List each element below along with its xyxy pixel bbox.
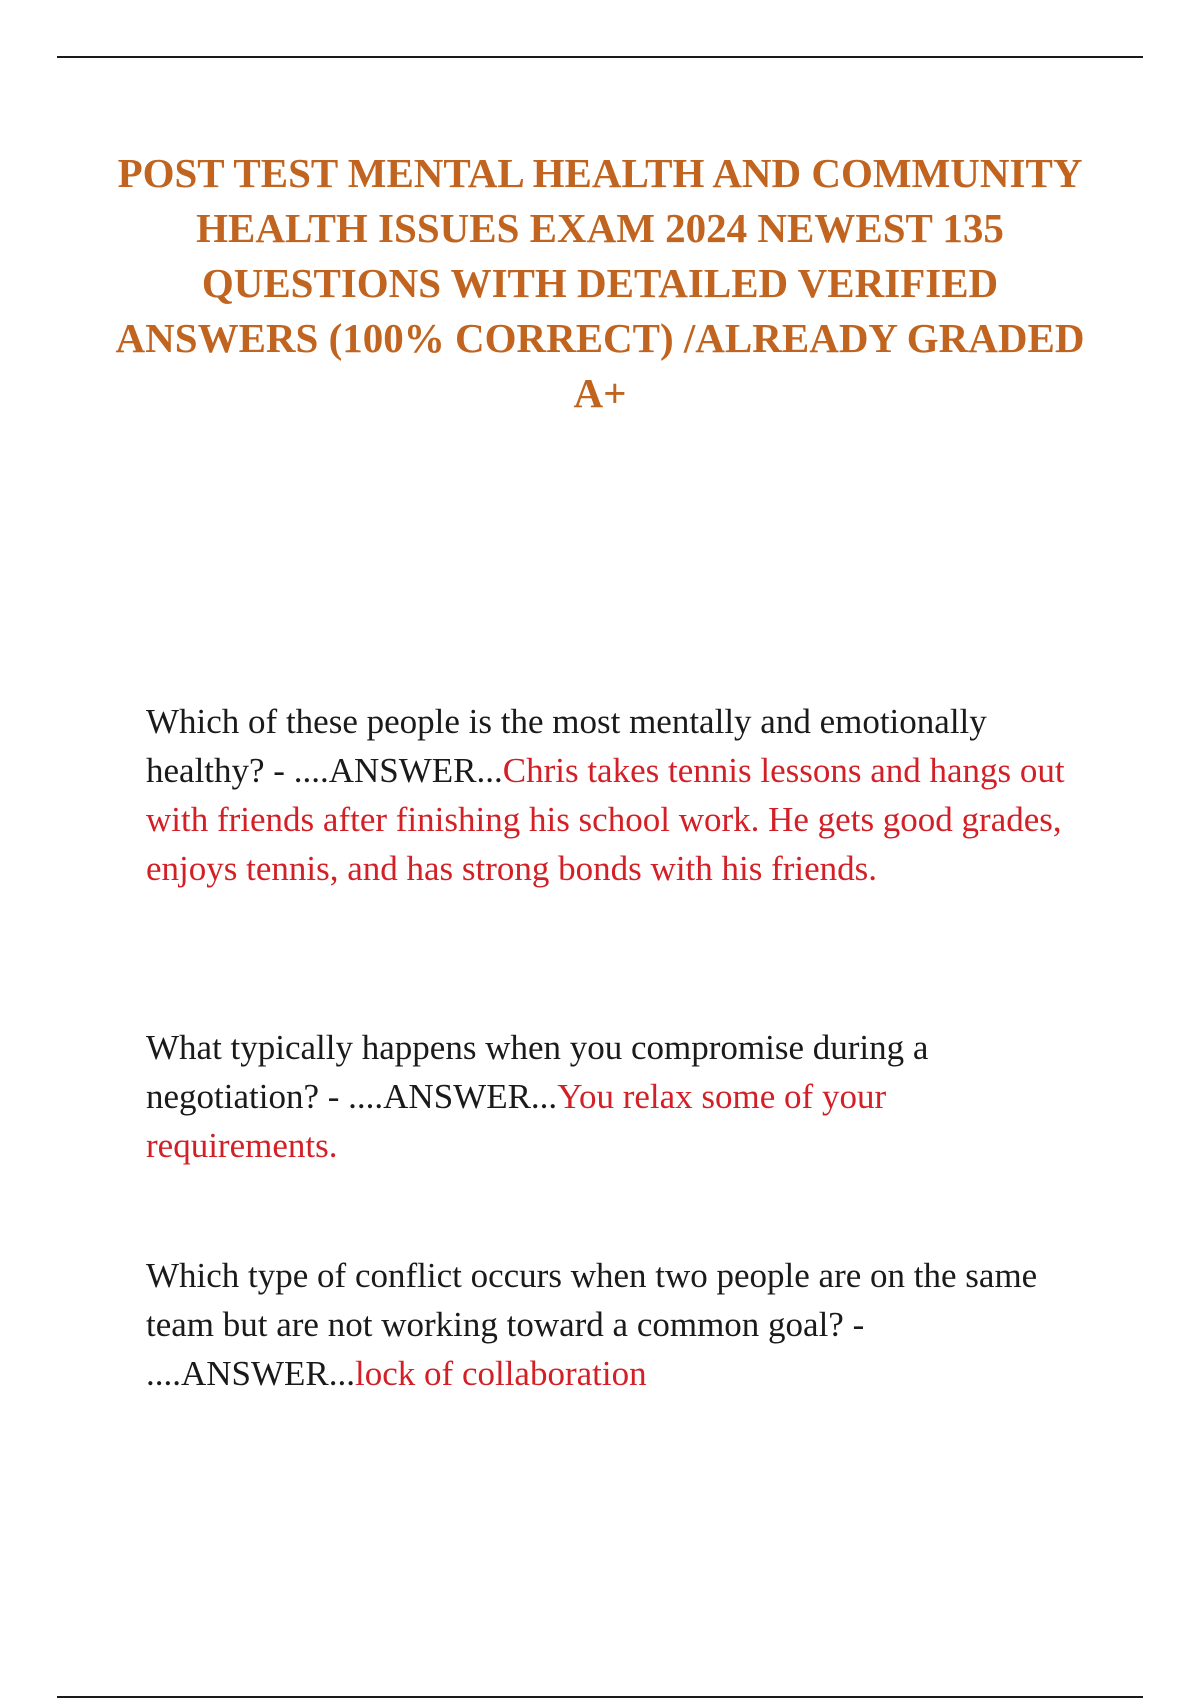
qa-item [146,1251,1066,1398]
document-title: POST TEST MENTAL HEALTH AND COMMUNITY HEALTH ISSUES EXAM 2024 NEWEST 135 QUESTIONS WITH DETAILED VERIFIED ANSWERS (100% CORRECT) /ALREADY GRADED A+ [115,150,1085,416]
bottom-divider [57,1696,1143,1698]
top-divider [57,56,1143,58]
answer-text: lock of collaboration [355,1354,647,1393]
answer-text: You relax some of your requirements. [146,1077,887,1165]
qa-item [146,1023,1066,1170]
question-text: What typically happens when you compromise during a negotiation? - ....ANSWER... [146,1028,929,1116]
question-text: Which of these people is the most mentally and emotionally healthy? - ....ANSWER... [146,702,987,790]
qa-item [146,697,1066,893]
question-text: Which type of conflict occurs when two people are on the same team but are not working toward a common goal? - ....ANSWER... [146,1256,1038,1393]
answer-text: Chris takes tennis lessons and hangs out with friends after finishing his school work. He gets good grades, enjoys tennis, and has strong bonds with his friends. [146,751,1065,888]
